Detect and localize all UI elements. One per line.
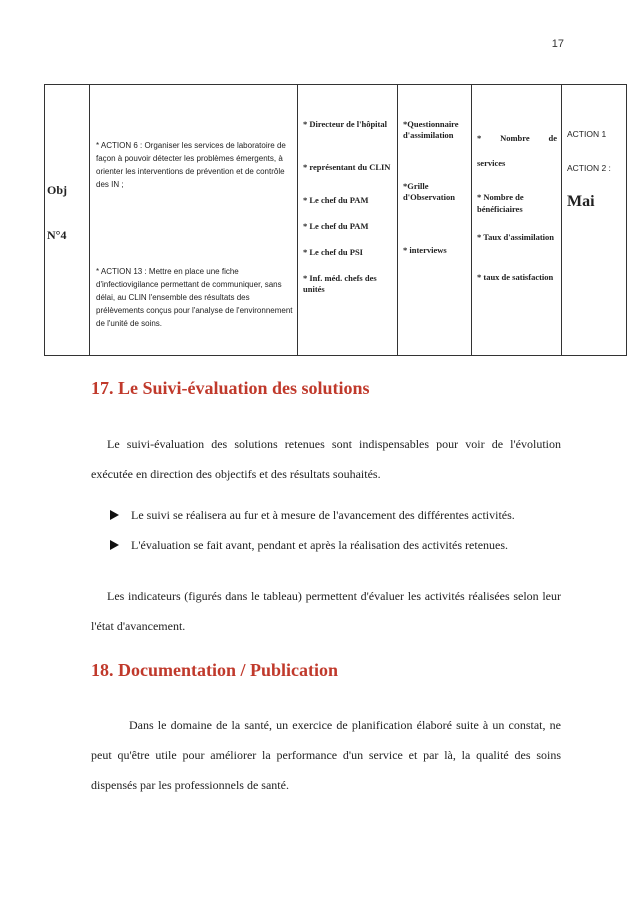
- section-17-intro: Le suivi-évaluation des solutions retenues sont indispensables pour voir de l'évolution exécutée en direction des objectifs et des résultats souhaités.: [91, 437, 561, 481]
- indicateur-item: * taux de satisfaction: [477, 272, 554, 282]
- indicateur-item: services: [477, 158, 506, 168]
- outil-item: * interviews: [403, 245, 447, 255]
- responsable-item: * représentant du CLIN: [303, 162, 391, 172]
- table-row: [45, 85, 627, 356]
- calendrier-action-1: ACTION 1: [567, 129, 607, 139]
- outil-item: *Questionnaire d'assimilation: [403, 119, 459, 140]
- objective-number: N°4: [47, 228, 67, 242]
- section-18-text: Dans le domaine de la santé, un exercice de planification élaboré suite à un constat, ne peut qu'être utile pour améliorer la performance d'un service et par là, la qualité des soins dispensés par les professionnels de santé.: [91, 718, 561, 792]
- bullet-text: Le suivi se réalisera au fur et à mesure de l'avancement des différentes activités.: [131, 508, 515, 522]
- page-number: 17: [551, 38, 564, 50]
- responsable-item: * Le chef du PAM: [303, 195, 369, 205]
- section-18-heading: 18. Documentation / Publication: [91, 660, 339, 680]
- calendrier-month: Mai: [567, 193, 595, 210]
- responsable-item: * Le chef du PSI: [303, 247, 363, 257]
- responsable-item: * Le chef du PAM: [303, 221, 369, 231]
- action-plan-table: [44, 84, 627, 356]
- section-17-heading: 17. Le Suivi-évaluation des solutions: [91, 378, 370, 398]
- indicateur-word: Nombre: [500, 133, 530, 143]
- indicateur-item: * Nombre de bénéficiaires: [477, 192, 524, 214]
- list-item: [110, 508, 515, 538]
- bullet-text: L'évaluation se fait avant, pendant et après la réalisation des activités retenues.: [131, 538, 509, 552]
- responsables-cell: [298, 85, 398, 356]
- objective-label: Obj: [47, 183, 68, 197]
- indicateur-star: *: [477, 133, 482, 143]
- indicateur-item: * Taux d'assimilation: [477, 232, 555, 242]
- arrow-bullet-icon: [110, 540, 119, 550]
- calendrier-cell: [562, 85, 627, 356]
- actions-cell: [90, 85, 298, 356]
- section-17-indicators-text: Les indicateurs (figurés dans le tableau) permettent d'évaluer les activités réalisées selon leur l'état d'avancement.: [91, 589, 561, 633]
- list-item: [110, 538, 515, 568]
- outil-item: *Grille d'Observation: [403, 181, 455, 202]
- indicateur-first-line: [477, 132, 557, 144]
- arrow-bullet-icon: [110, 510, 119, 520]
- action-13-text: * ACTION 13 : Mettre en place une fiche d'infectiovigilance permettant de communiquer, sans délai, au CLIN l'ensemble des résultats des prélèvements conçus pour l'analyse de l'environnement de l'unité de soins.: [96, 267, 293, 328]
- objective-cell: [45, 85, 90, 356]
- indicateur-word: de: [548, 133, 557, 143]
- responsable-item: * Directeur de l'hôpital: [303, 119, 387, 129]
- calendrier-action-2: ACTION 2 :: [567, 163, 611, 173]
- action-6-text: * ACTION 6 : Organiser les services de laboratoire de façon à pouvoir détecter les problèmes émergents, à orienter les interventions de prévention et de contrôle des IN ;: [96, 141, 286, 189]
- responsable-item: * Inf. méd. chefs des unités: [303, 273, 377, 294]
- indicateurs-cell: [472, 85, 562, 356]
- outils-cell: [398, 85, 472, 356]
- section-17-bullet-list: [110, 508, 515, 568]
